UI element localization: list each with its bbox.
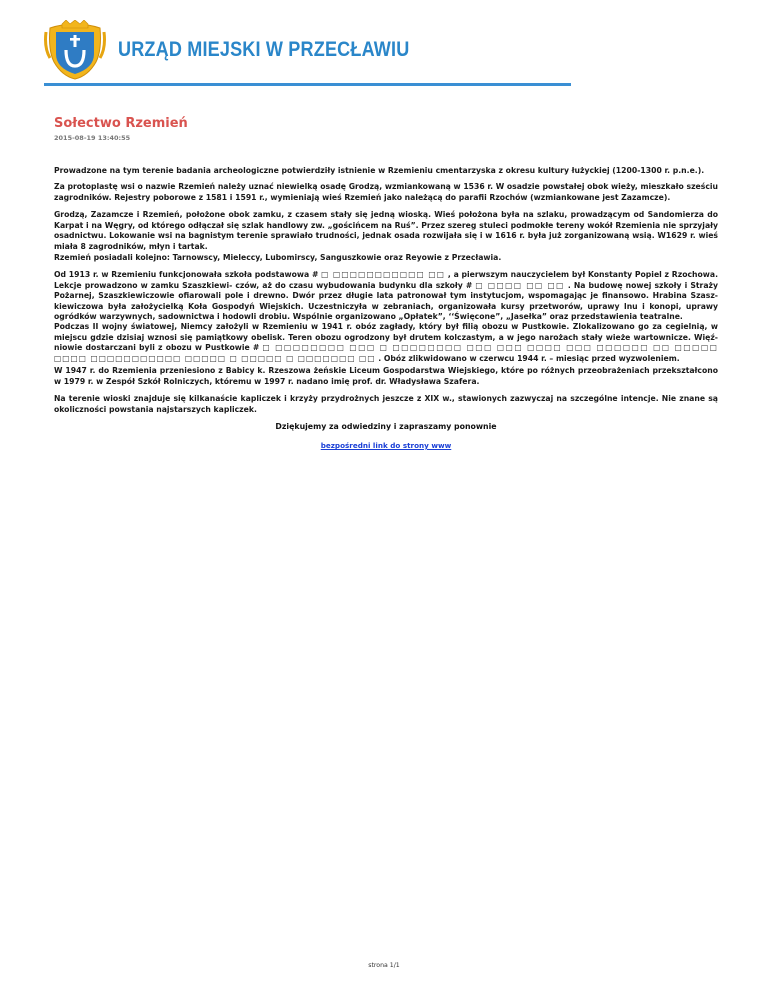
paragraph-6-text-a: Podczas II wojny światowej, Niemcy założyli w Rzemieniu w 1941 r. obóz zagłady, który był filią obozu w Pustkowie. Zlokalizowano go za cegielnią, w miejscu gdzie dzisiaj wznosi się pamiątkowy obelisk. Teren obozu ogrodzony był drutem kolczastym, a w jego narożach stały wieże wartownicze. Więź- niowie dostarczani byli z obozu w Pustkowie #	[54, 322, 718, 353]
missing-glyphs: □ □□□□□□□□□□□ □□	[321, 270, 446, 279]
site-title: URZĄD MIEJSKI W PRZECŁAWIU	[118, 38, 410, 61]
thank-you-note: Dziękujemy za odwiedziny i zapraszamy ponownie	[275, 422, 497, 431]
page-number: strona 1/1	[368, 962, 400, 969]
paragraph-3: Grodzą, Zazamcze i Rzemień, położone obok zamku, z czasem stały się jedną wioską. Wieś położona była na szlaku, prowadzącym od Sandomierza do Karpat i na Węgry, od którego odłączał się szlak handlowy zw. „gościńcem na Ruś”. Przez szereg stuleci podmokłe tereny wokół Rzemienia nie sprzyjały osadnictwu. Lokowanie wsi na bagnistym terenie sprawiało trudności, jednak osada rozwijała się i w 1616 r. była już zorganizowaną wsią. W1629 r. wieś miała 8 zagrodników, młyn i tartak.	[54, 210, 718, 251]
article	[54, 116, 719, 450]
paragraph-5-text-a: Od 1913 r. w Rzemieniu funkcjonowała szkoła podstawowa #	[54, 270, 319, 279]
paragraph-1: Prowadzone na tym terenie badania archeologiczne potwierdziły istnienie w Rzemieniu cmentarzyska z okresu kultury łużyckiej (1200-1300 r. p.n.e.).	[54, 166, 705, 175]
paragraph-4: Rzemień posiadali kolejno: Tarnowscy, Mieleccy, Lubomirscy, Sanguszkowie oraz Reyowie z Przecławia.	[54, 253, 502, 262]
paragraph-2: Za protoplastę wsi o nazwie Rzemień należy uznać niewielką osadę Grodzą, wzmiankowaną w 1536 r. W osadzie powstałej obok wieży, mieszkało sześciu zagrodników. Rejestry poborowe z 1581 i 1591 r., wymieniają wieś Rzemień jako należącą do parafii Rzochów (wzmiankowane jest Zazamcze).	[54, 182, 718, 202]
paragraph-5-text-c: . Na budowę nowej szkoły i Straży Pożarnej, Szaszkiewiczowie ofiarowali pole i drewno. Dwór przez długie lata patronował tym instytucjom, wspomagając je finansowo. Hrabina Szasz- kiewiczowa była założycielką Koła Gospodyń Wiejskich. Uczestniczyła w zebraniach, organizowała kursy przetworów, uprawy lnu i konopi, uprawy ogródków warzywnych, sadownictwa i hodowli drobiu. Wspólnie organizowano „Opłatek”, ‘‘Święcone”, „Jasełka” oraz przedstawienia teatralne.	[54, 280, 718, 322]
paragraph-8: Na terenie wioski znajduje się kilkanaście kapliczek i krzyży przydrożnych jeszcze z XIX w., stawionych zazwyczaj na szczególne intencje. Nie znane są okoliczności powstania najstarszych kapliczek.	[54, 394, 718, 414]
coat-of-arms-logo	[44, 20, 106, 80]
paragraph-5	[54, 270, 718, 323]
header	[44, 20, 574, 90]
page-title: Sołectwo Rzemień	[54, 116, 188, 131]
header-divider	[44, 83, 571, 86]
direct-link-container	[54, 441, 718, 450]
direct-link[interactable]: bezpośredni link do strony www	[320, 441, 452, 450]
paragraph-6-text-b: . Obóz zlikwidowano w czerwcu 1944 r. – miesiąc przed wyzwoleniem.	[378, 353, 680, 363]
missing-glyphs: □ □□□□ □□ □□	[475, 280, 565, 290]
paragraph-7: W 1947 r. do Rzemienia przeniesiono z Babicy k. Rzeszowa żeńskie Liceum Gospodarstwa Wiejskiego, które po różnych przeobrażeniach przekształcono w 1979 r. w Zespół Szkół Rolniczych, któremu w 1997 r. nadano imię prof. dr. Władysława Szafera.	[54, 366, 718, 386]
paragraph-6	[54, 322, 718, 364]
missing-glyphs: □ □□□□□□□□ □□□ □ □□□□□□□□ □□□ □□□ □□□□ □□□ □□□□□□ □□ □□□□□ □□□□ □□□□□□□□□□□ □□□□□ □ □□□□□ □ □□□□□□□ □□	[54, 343, 719, 363]
publish-date: 2015-08-19 13:40:55	[54, 134, 131, 142]
paragraph-5-text-b: , a pierwszym nauczycielem był Konstanty Popiel z Rzochowa. Lekcje prowadzono w zamku Szaszkiewi- czów, aż do czasu wybudowania budynku dla szkoły #	[54, 270, 718, 290]
